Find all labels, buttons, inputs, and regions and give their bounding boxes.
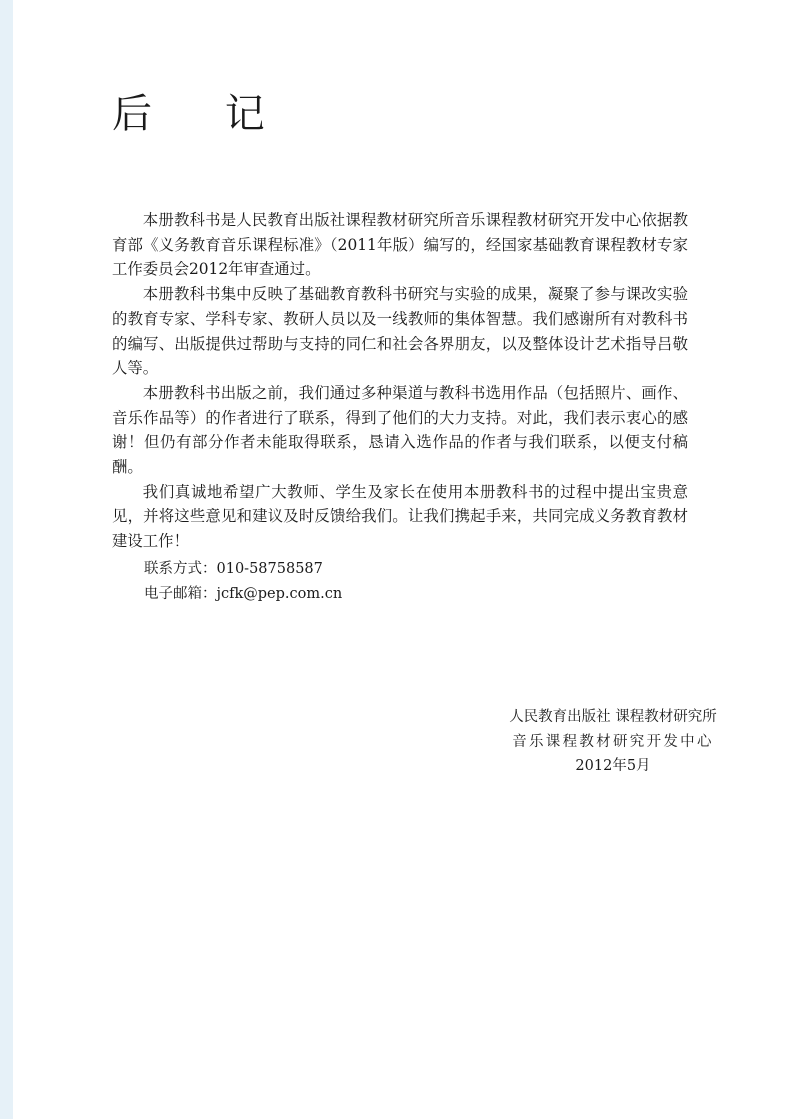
publisher-signature (488, 705, 738, 779)
contact-email: 电子邮箱：jcfk@pep.com.cn (144, 585, 343, 602)
page-edge-strip (0, 0, 13, 1119)
page-title: 后 记 (112, 91, 295, 137)
signature-publisher: 人民教育出版社 课程教材研究所 (509, 709, 717, 725)
afterword-body (112, 208, 688, 554)
paragraph-feedback-request: 我们真诚地希望广大教师、学生及家长在使用本册教科书的过程中提出宝贵意见，并将这些意见和建议及时反馈给我们。让我们携起手来，共同完成义务教育教材建设工作！ (112, 482, 688, 551)
paragraph-authors-thanks: 本册教科书出版之前，我们通过多种渠道与教科书选用作品（包括照片、画作、音乐作品等）的作者进行了联系，得到了他们的大力支持。对此，我们表示衷心的感谢！但仍有部分作者未能取得联系，恳请入选作品的作者与我们联系，以便支付稿酬。 (112, 383, 688, 477)
paragraph-acknowledgement: 本册教科书集中反映了基础教育教科书研究与实验的成果，凝聚了参与课改实验的教育专家、学科专家、教研人员以及一线教师的集体智慧。我们感谢所有对教科书的编写、出版提供过帮助与支持的同仁和社会各界朋友，以及整体设计艺术指导吕敬人等。 (112, 285, 688, 378)
signature-date: 2012年5月 (575, 758, 651, 774)
contact-info (144, 557, 342, 606)
paragraph-approval: 本册教科书是人民教育出版社课程教材研究所音乐课程教材研究开发中心依据教育部《义务教育音乐课程标准》（2011年版）编写的，经国家基础教育课程教材专家工作委员会2012年审查通过。 (112, 211, 688, 279)
signature-center: 音乐课程教材研究开发中心 (512, 733, 714, 750)
contact-phone: 联系方式：010-58758587 (144, 561, 323, 577)
